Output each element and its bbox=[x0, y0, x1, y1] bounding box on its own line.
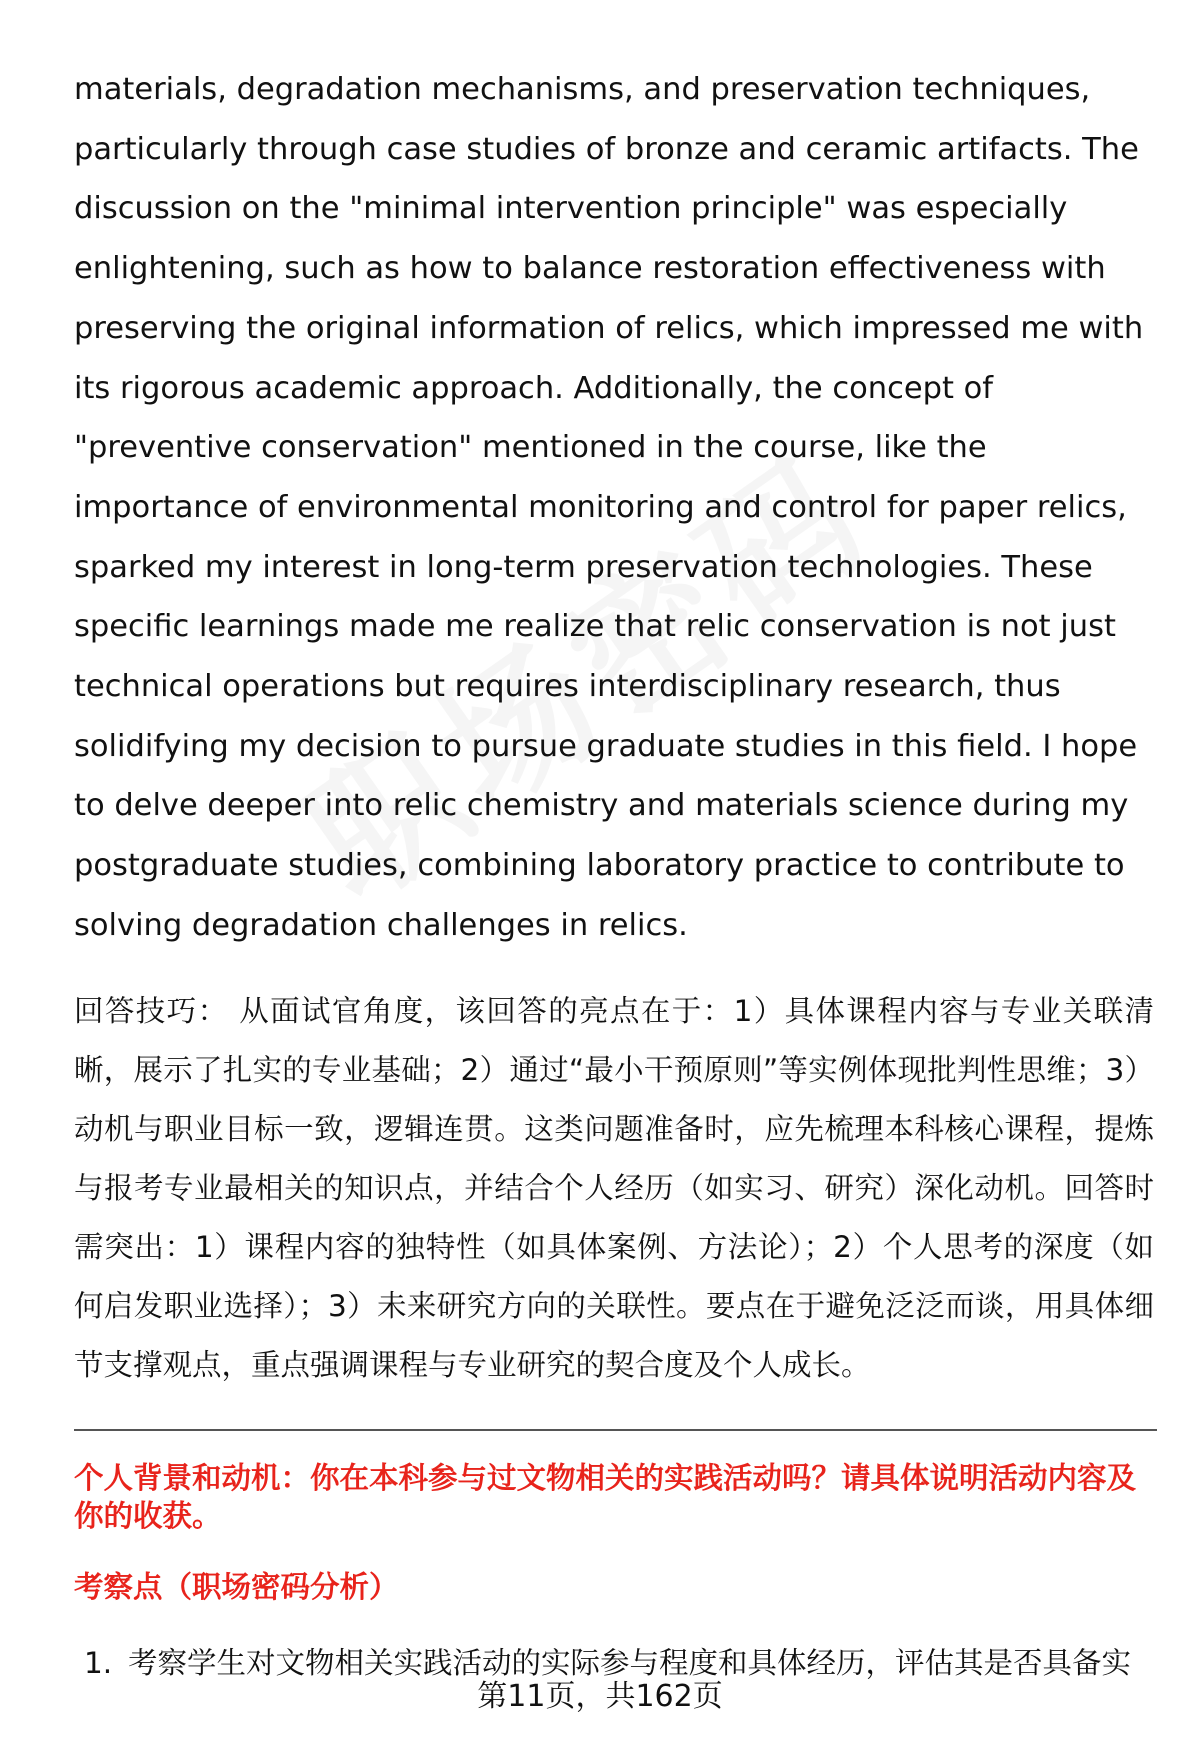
question-heading: 个人背景和动机：你在本科参与过文物相关的实践活动吗？请具体说明活动内容及你的收获。 bbox=[74, 1460, 1137, 1533]
page-footer: 第11页，共162页 bbox=[477, 1679, 723, 1714]
assessment-title: 考察点（职场密码分析） bbox=[74, 1569, 399, 1604]
answer-continuation-paragraph: materials, degradation mechanisms, and preservation techniques, particularly through case studies of bronze and ceramic artifacts. The discussion on the "minimal intervention principle" was especially enlightening, such as how to balance restoration effectiveness with preserving the original information of relics, which impressed me with its rigorous academic approach. Additionally, the concept of "preventive conservation" mentioned in the course, like the importance of environmental monitoring and control for paper relics, sparked my interest in long-term preservation technologies. These specific learnings made me realize that relic conservation is not just technical operations but requires interdisciplinary research, thus solidifying my decision to pursue graduate studies in this field. I hope to delve deeper into relic chemistry and materials science during my postgraduate studies, combining laboratory practice to contribute to solving degradation challenges in relics. bbox=[74, 72, 1144, 943]
page-content bbox=[74, 60, 1154, 1687]
list-item-number: 1. bbox=[84, 1645, 113, 1680]
answer-tip-paragraph: 回答技巧： 从面试官角度，该回答的亮点在于：1）具体课程内容与专业关联清晰，展示了扎实的专业基础；2）通过“最小干预原则”等实例体现批判性思维；3）动机与职业目标一致，逻辑连贯。这类问题准备时，应先梳理本科核心课程，提炼与报考专业最相关的知识点，并结合个人经历（如实习、研究）深化动机。回答时需突出：1）课程内容的独特性（如具体案例、方法论）；2）个人思考的深度（如何启发职业选择）；3）未来研究方向的关联性。要点在于避免泛泛而谈，用具体细节支撑观点，重点强调课程与专业研究的契合度及个人成长。 bbox=[74, 993, 1154, 1382]
section-divider bbox=[74, 1429, 1157, 1431]
list-item-text: 考察学生对文物相关实践活动的实际参与程度和具体经历，评估其是否具备实 bbox=[128, 1645, 1132, 1680]
